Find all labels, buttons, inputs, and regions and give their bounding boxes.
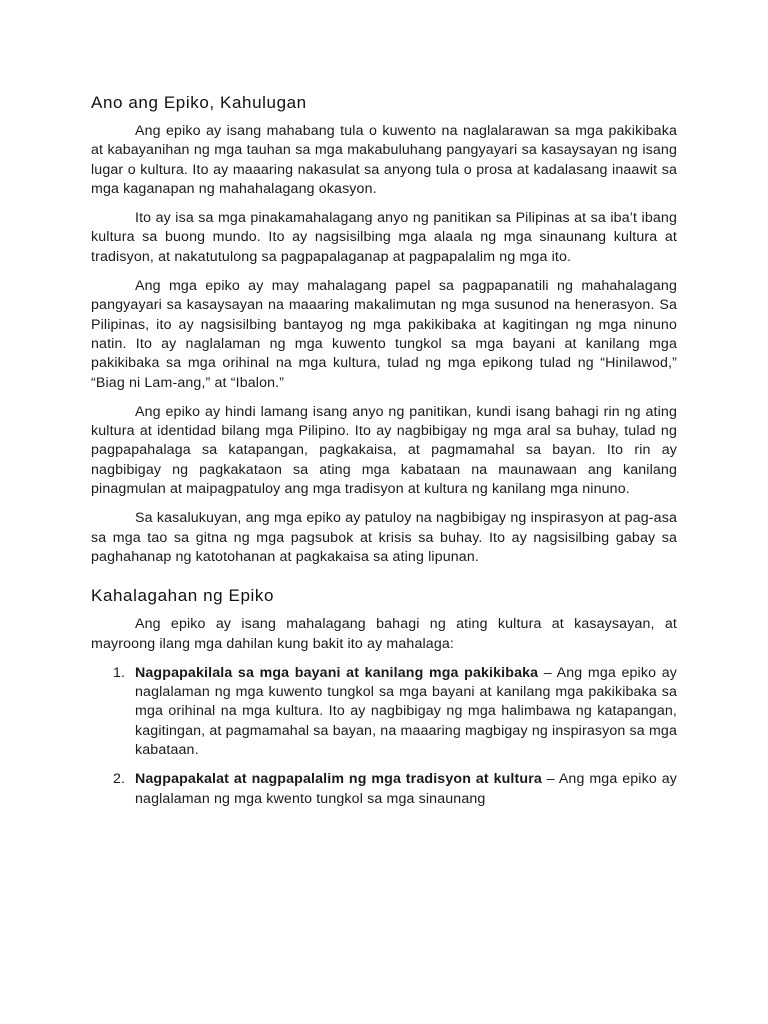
list-item-title: Nagpapakalat at nagpapalalim ng mga tradisyon at kultura	[135, 771, 542, 788]
paragraph: Ang epiko ay hindi lamang isang anyo ng panitikan, kundi isang bahagi rin ng ating kultura at identidad bilang mga Pilipino. Ito ay nagbibigay ng mga aral sa buhay, tulad ng pagpapahalaga sa katapangan, pagkakaisa, at pagmamahal sa bayan. Ito rin ay nagbibigay ng pagkakataon sa ating mga kabataan na maunawaan ang kanilang pinagmulan at maipagpatuloy ang mga tradisyon at kultura ng kanilang mga ninuno.	[91, 403, 677, 498]
list-item-title: Nagpapakilala sa mga bayani at kanilang mga pakikibaka	[135, 664, 539, 681]
paragraph: Ito ay isa sa mga pinakamahalagang anyo ng panitikan sa Pilipinas at sa iba’t ibang kultura sa buong mundo. Ito ay nagsisilbing mga alaala ng mga sinaunang kultura at tradisyon, at nakatutulong sa pagpapalaganap at pagpapalalim ng mga ito.	[91, 210, 677, 265]
list-item-text: – Ang mga epiko ay naglalaman ng mga kuwento tungkol sa mga bayani at kanilang mga pakikibaka sa mga orihinal na mga kultura. Ito ay nagbibigay ng mga halimbawa ng katapangan, kagitingan, at pagmamahal sa bayan, na maaaring magbigay ng inspirasyon sa mga kabataan.	[135, 664, 677, 759]
section-heading-kahalagahan: Kahalagahan ng Epiko	[91, 586, 275, 606]
section-heading-ano-ang-epiko: Ano ang Epiko, Kahulugan	[91, 93, 307, 112]
list-item-text: – Ang mga epiko ay naglalaman ng mga kwento tungkol sa mga sinaunang	[135, 771, 677, 807]
paragraph: Sa kasalukuyan, ang mga epiko ay patuloy na nagbibigay ng inspirasyon at pag-asa sa mga tao sa gitna ng mga pagsubok at krisis sa buhay. Ito ay nagsisilbing gabay sa paghahanap ng katotohanan at pagkakaisa sa ating lipunan.	[91, 510, 677, 565]
list-item	[91, 664, 677, 760]
reasons-list	[91, 664, 677, 809]
list-item	[91, 770, 677, 809]
paragraph: Ang epiko ay isang mahabang tula o kuwento na naglalarawan sa mga pakikibaka at kabayanihan ng mga tauhan sa mga makabuluhang pangyayari sa kasaysayan ng isang lugar o kultura. Ito ay maaaring nakasulat sa anyong tula o prosa at kadalasang inaawit sa mga kaganapan ng mahahalagang okasyon.	[91, 123, 677, 197]
paragraph: Ang mga epiko ay may mahalagang papel sa pagpapanatili ng mahahalagang pangyayari sa kasaysayan na maaaring makalimutan ng mga susunod na henerasyon. Sa Pilipinas, ito ay nagsisilbing bantayog ng mga pakikibaka at kagitingan ng mga ninuno natin. Ito ay naglalaman ng mga kuwento tungkol sa mga bayani at kanilang mga pakikibaka sa mga orihinal na mga kultura, tulad ng mga epikong tulad ng “Hinilawod,” “Biag ni Lam-ang,” at “Ibalon.”	[91, 278, 677, 391]
list-item-number: 2.	[113, 771, 126, 788]
list-item-number: 1.	[113, 664, 126, 681]
document-page	[91, 92, 677, 819]
paragraph: Ang epiko ay isang mahalagang bahagi ng ating kultura at kasaysayan, at mayroong ilang mga dahilan kung bakit ito ay mahalaga:	[91, 616, 677, 652]
